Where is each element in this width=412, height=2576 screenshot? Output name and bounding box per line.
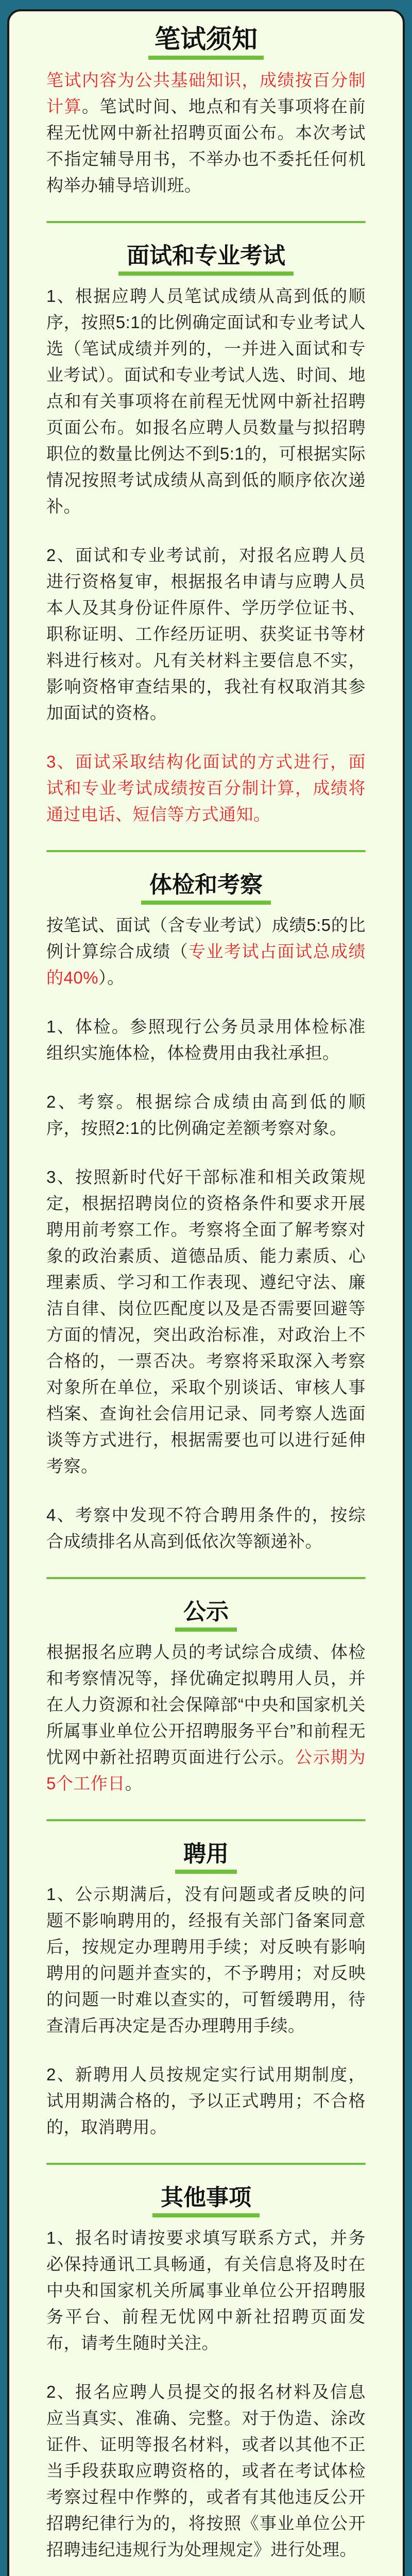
section-divider	[46, 1819, 366, 1821]
section-title-text: 体检和考察	[141, 870, 271, 905]
body-text: 4、考察中发现不符合聘用条件的，按综合成绩排名从高到低依次等额递补。	[46, 1505, 366, 1551]
section-divider	[46, 1577, 366, 1579]
section-title-text: 笔试须知	[148, 23, 264, 60]
section-paragraph	[46, 2225, 366, 2356]
body-text: 2、面试和专业考试前，对报名应聘人员进行资格复审，根据报名申请与应聘人员本人及其身份证件原件、学历学位证书、职称证明、工作经历证明、获奖证书等材料进行核对。凡有关材料主要信息不实，影响资格审查结果的，我社有权取消其参加面试的资格。	[46, 546, 366, 722]
body-text: 1、体检。参照现行公务员录用体检标准组织实施体检，体检费用由我社承担。	[46, 1017, 366, 1062]
section-paragraph	[46, 1089, 366, 1141]
section-paragraph	[46, 749, 366, 827]
section-title	[46, 1839, 366, 1874]
section-paragraph	[46, 1639, 366, 1797]
body-text: 1、根据应聘人员笔试成绩从高到低的顺序，按照5:1的比例确定面试和专业考试人选（笔试成绩并列的，一并进入面试和专业考试）。面试和专业考试人选、时间、地点和有关事项将在前程无忧网中新社招聘页面公布。如报名应聘人员数量与拟招聘职位的数量比例达不到5:1的，可根据实际情况按照考试成绩从高到低的顺序依次递补。	[46, 286, 366, 516]
section-paragraph	[46, 2379, 366, 2563]
body-text: 。	[125, 1774, 143, 1793]
body-text: 1、公示期满后，没有问题或者反映的问题不影响聘用的，经报有关部门备案同意后，按规定办理聘用手续；对反映有影响聘用的问题并查实的，不予聘用；对反映的问题一时难以查实的，可暂缓聘用，待查清后再决定是否办理聘用手续。	[46, 1885, 366, 2035]
body-text: 2、新聘用人员按规定实行试用期制度，试用期满合格的，予以正式聘用；不合格的，取消聘用。	[46, 2065, 366, 2137]
section-title	[46, 870, 366, 905]
section-divider	[46, 2163, 366, 2165]
section-paragraph	[46, 1164, 366, 1479]
section-title	[46, 2182, 366, 2217]
highlight-text: 3、面试采取结构化面试的方式进行，面试和专业考试成绩按百分制计算，成绩将通过电话、短信等方式通知。	[46, 752, 366, 824]
section-paragraph	[46, 283, 366, 519]
body-text: 根据报名应聘人员的考试综合成绩、体检和考察情况等，择优确定拟聘用人员，并在人力资源和社会保障部“中央和国家机关所属事业单位公开招聘服务平台”和前程无忧网中新社招聘页面进行公示。	[46, 1642, 366, 1767]
body-text: 3、按照新时代好干部标准和相关政策规定，根据招聘岗位的资格条件和要求开展聘用前考察工作。考察将全面了解考察对象的政治素质、道德品质、能力素质、心理素质、学习和工作表现、遵纪守法、廉洁自律、岗位匹配度以及是否需要回避等方面的情况，突出政治标准，对政治上不合格的，一票否决。考察将采取深入考察对象所在单位，采取个别谈话、审核人事档案、查询社会信用记录、同考察人选面谈等方式进行，根据需要也可以进行延伸考察。	[46, 1167, 366, 1476]
highlight-text: 公示期为5个工作日	[46, 1748, 366, 1793]
body-text: 。笔试时间、地点和有关事项将在前程无忧网中新社招聘页面公布。本次考试不指定辅导用书，不举办也不委托任何机构举办辅导培训班。	[46, 97, 366, 195]
section-title	[46, 241, 366, 276]
body-text: 2、考察。根据综合成绩由高到低的顺序，按照2:1的比例确定差额考察对象。	[46, 1092, 366, 1138]
highlight-text: 专业考试占面试总成绩的40%	[46, 942, 366, 987]
body-text: 2、报名应聘人员提交的报名材料及信息应当真实、准确、完整。对于伪造、涂改证件、证明等报名材料，或者以其他不正当手段获取应聘资格的，或者在考试体检考察过程中作弊的，或者有其他违反公开招聘纪律行为的，将按照《事业单位公开招聘违纪违规行为处理规定》进行处理。	[46, 2382, 366, 2559]
body-text: 按笔试、面试（含专业考试）成绩5:5的比例计算综合成绩（	[46, 916, 366, 961]
section-paragraph	[46, 2061, 366, 2140]
section-paragraph	[46, 1502, 366, 1554]
section-paragraph	[46, 1881, 366, 2039]
body-text: 1、报名时请按要求填写联系方式，并务必保持通讯工具畅通，有关信息将及时在中央和国家机关所属事业单位公开招聘服务平台、前程无忧网中新社招聘页面发布，请考生随时关注。	[46, 2228, 366, 2352]
section-paragraph	[46, 912, 366, 991]
highlight-text: 笔试内容为公共基础知识，成绩按百分制计算	[46, 71, 366, 116]
section-title-text: 其他事项	[152, 2182, 260, 2217]
section-divider	[46, 221, 366, 223]
section-paragraph	[46, 67, 366, 198]
section-divider	[46, 850, 366, 852]
section-paragraph	[46, 542, 366, 726]
section-title-text: 面试和专业考试	[118, 241, 294, 276]
section-title-text: 公示	[175, 1597, 237, 1632]
content-panel	[7, 9, 405, 2576]
section-title-text: 聘用	[175, 1839, 237, 1874]
section-title	[46, 23, 366, 60]
section-paragraph	[46, 1013, 366, 1066]
body-text: ）。	[98, 968, 125, 987]
section-title	[46, 1597, 366, 1632]
